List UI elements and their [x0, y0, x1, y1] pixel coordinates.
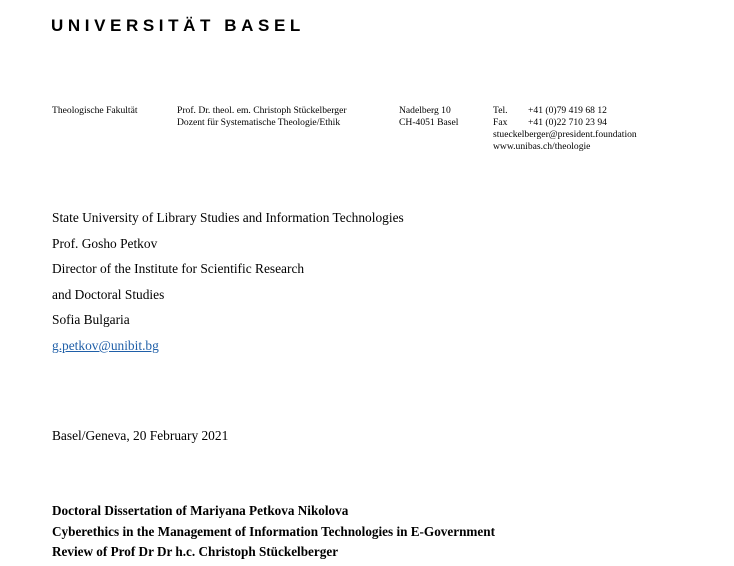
fax-number: +41 (0)22 710 23 94: [528, 117, 607, 128]
letterhead-professor: [177, 105, 347, 129]
contact-email: stueckelberger@president.foundation: [493, 129, 637, 140]
subject-reviewer: Review of Prof Dr Dr h.c. Christoph Stückelberger: [52, 544, 339, 560]
contact-fax-row: [493, 117, 637, 129]
recipient-name: Prof. Gosho Petkov: [52, 235, 158, 251]
letterhead-contact: [493, 105, 637, 153]
recipient-position: Director of the Institute for Scientific Research: [52, 261, 305, 277]
subject-title: Cyberethics in the Management of Information Technologies in E-Government: [52, 523, 495, 539]
letter-date: Basel/Geneva, 20 February 2021: [52, 428, 229, 443]
faculty-name: Theologische Fakultät: [52, 105, 138, 116]
tel-number: +41 (0)79 419 68 12: [528, 105, 607, 116]
university-logo: UNIVERSITÄT BASEL: [51, 16, 305, 35]
recipient-institution: State University of Library Studies and Information Technologies: [52, 210, 404, 225]
recipient-position-cont: and Doctoral Studies: [52, 286, 165, 302]
professor-title: Dozent für Systematische Theologie/Ethik: [177, 117, 341, 128]
contact-tel-row: [493, 105, 637, 117]
letterhead-faculty: [52, 105, 138, 117]
address-street: Nadelberg 10: [399, 105, 451, 116]
tel-label: Tel.: [493, 105, 508, 116]
recipient-address-block: [52, 205, 404, 359]
fax-label: Fax: [493, 117, 508, 128]
letterhead-address: [399, 105, 458, 129]
subject-dissertation: Doctoral Dissertation of Mariyana Petkova Nikolova: [52, 503, 349, 518]
recipient-city: Sofia Bulgaria: [52, 312, 130, 328]
recipient-email-link[interactable]: g.petkov@unibit.bg: [52, 337, 159, 353]
professor-name: Prof. Dr. theol. em. Christoph Stückelberger: [177, 105, 347, 116]
address-city: CH-4051 Basel: [399, 117, 459, 128]
subject-block: [52, 501, 495, 563]
contact-web: www.unibas.ch/theologie: [493, 141, 591, 152]
